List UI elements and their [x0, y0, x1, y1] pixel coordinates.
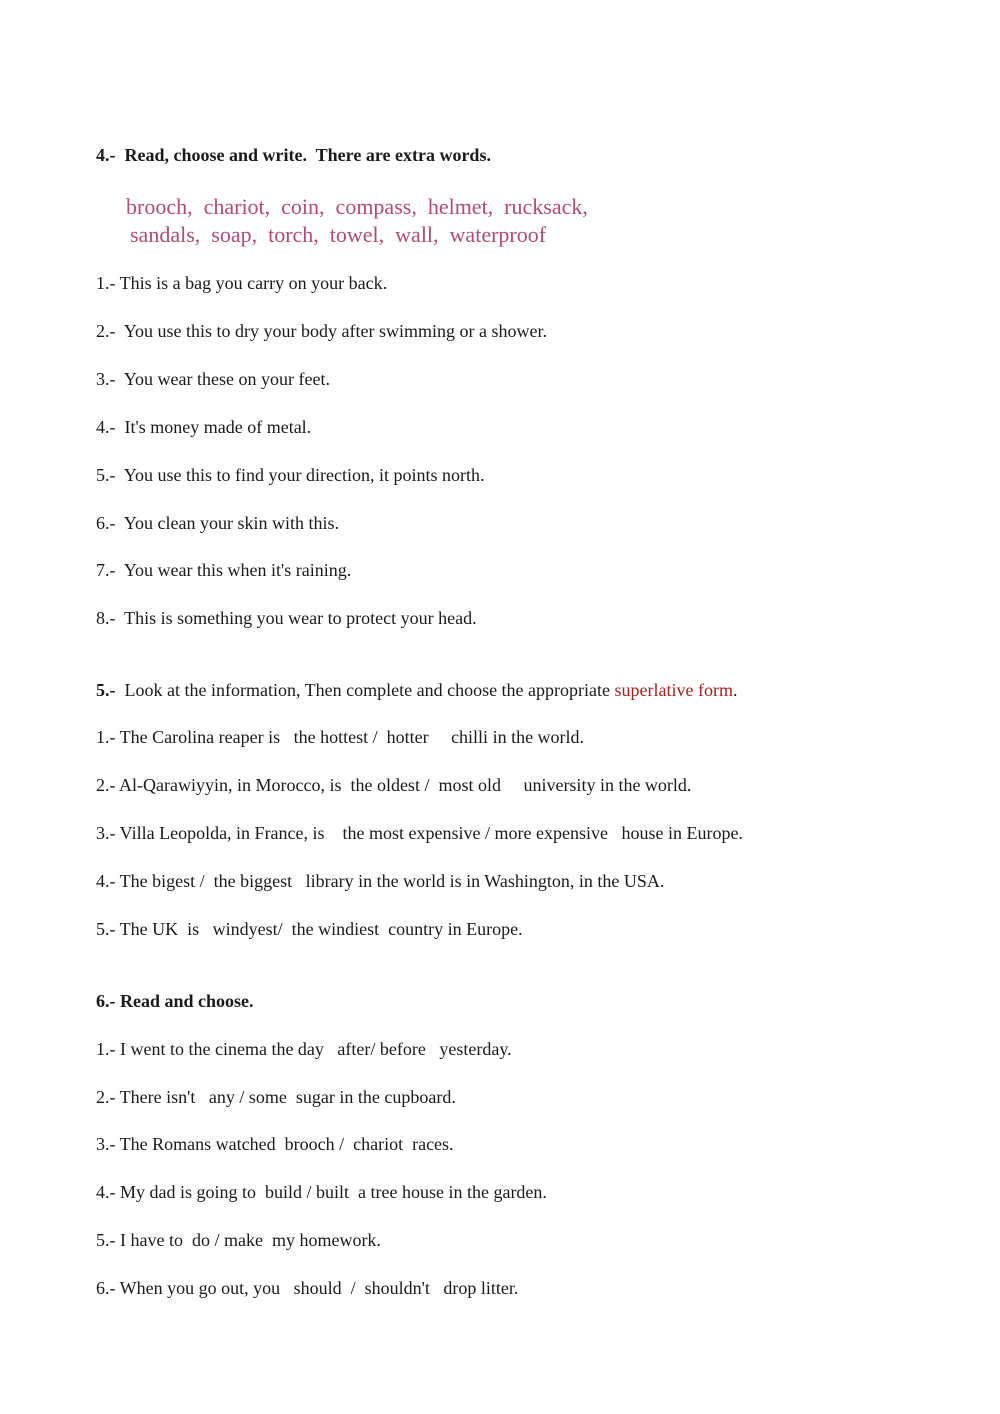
section-6-item-4: 4.- My dad is going to build / built a tree house in the garden.	[96, 1182, 547, 1202]
section-6-item-2: 2.- There isn't any / some sugar in the cupboard.	[96, 1087, 456, 1107]
superlative-form-highlight: superlative form	[614, 680, 733, 700]
section-6-item-5: 5.- I have to do / make my homework.	[96, 1230, 381, 1250]
word-bank-line-2: sandals, soap, torch, towel, wall, waterproof	[130, 222, 547, 247]
section-5-item-1: 1.- The Carolina reaper is the hottest / hotter chilli in the world.	[96, 727, 585, 747]
section-4-heading: 4.- Read, choose and write. There are extra words.	[96, 145, 491, 165]
section-4-item-7: 7.- You wear this when it's raining.	[96, 560, 352, 580]
word-bank-line-1: brooch, chariot, coin, compass, helmet, rucksack,	[126, 194, 588, 219]
section-4-item-5: 5.- You use this to find your direction, it points north.	[96, 465, 485, 485]
section-5-item-3: 3.- Villa Leopolda, in France, is the most expensive / more expensive house in Europe.	[96, 823, 743, 843]
section-5-item-5: 5.- The UK is windyest/ the windiest country in Europe.	[96, 919, 523, 939]
section-4-item-1: 1.- This is a bag you carry on your back.	[96, 273, 388, 293]
section-5-item-4: 4.- The bigest / the biggest library in the world is in Washington, in the USA.	[96, 871, 665, 891]
section-4-item-4: 4.- It's money made of metal.	[96, 417, 312, 437]
section-4-item-3: 3.- You wear these on your feet.	[96, 369, 330, 389]
section-5-instruction: Look at the information, Then complete and choose the appropriate	[115, 680, 615, 700]
section-5-end: .	[732, 680, 738, 700]
section-4-item-8: 8.- This is something you wear to protect your head.	[96, 608, 477, 628]
section-6-item-6: 6.- When you go out, you should / shouldn't drop litter.	[96, 1278, 519, 1298]
section-5-item-2: 2.- Al-Qarawiyyin, in Morocco, is the oldest / most old university in the world.	[96, 775, 692, 795]
section-6-item-3: 3.- The Romans watched brooch / chariot races.	[96, 1134, 454, 1154]
section-4-item-6: 6.- You clean your skin with this.	[96, 513, 339, 533]
section-6-item-1: 1.- I went to the cinema the day after/ before yesterday.	[96, 1039, 512, 1059]
section-4-item-2: 2.- You use this to dry your body after swimming or a shower.	[96, 321, 547, 341]
section-6-heading: 6.- Read and choose.	[96, 991, 254, 1011]
section-5-number: 5.-	[96, 680, 116, 700]
section-5-heading	[96, 681, 737, 699]
